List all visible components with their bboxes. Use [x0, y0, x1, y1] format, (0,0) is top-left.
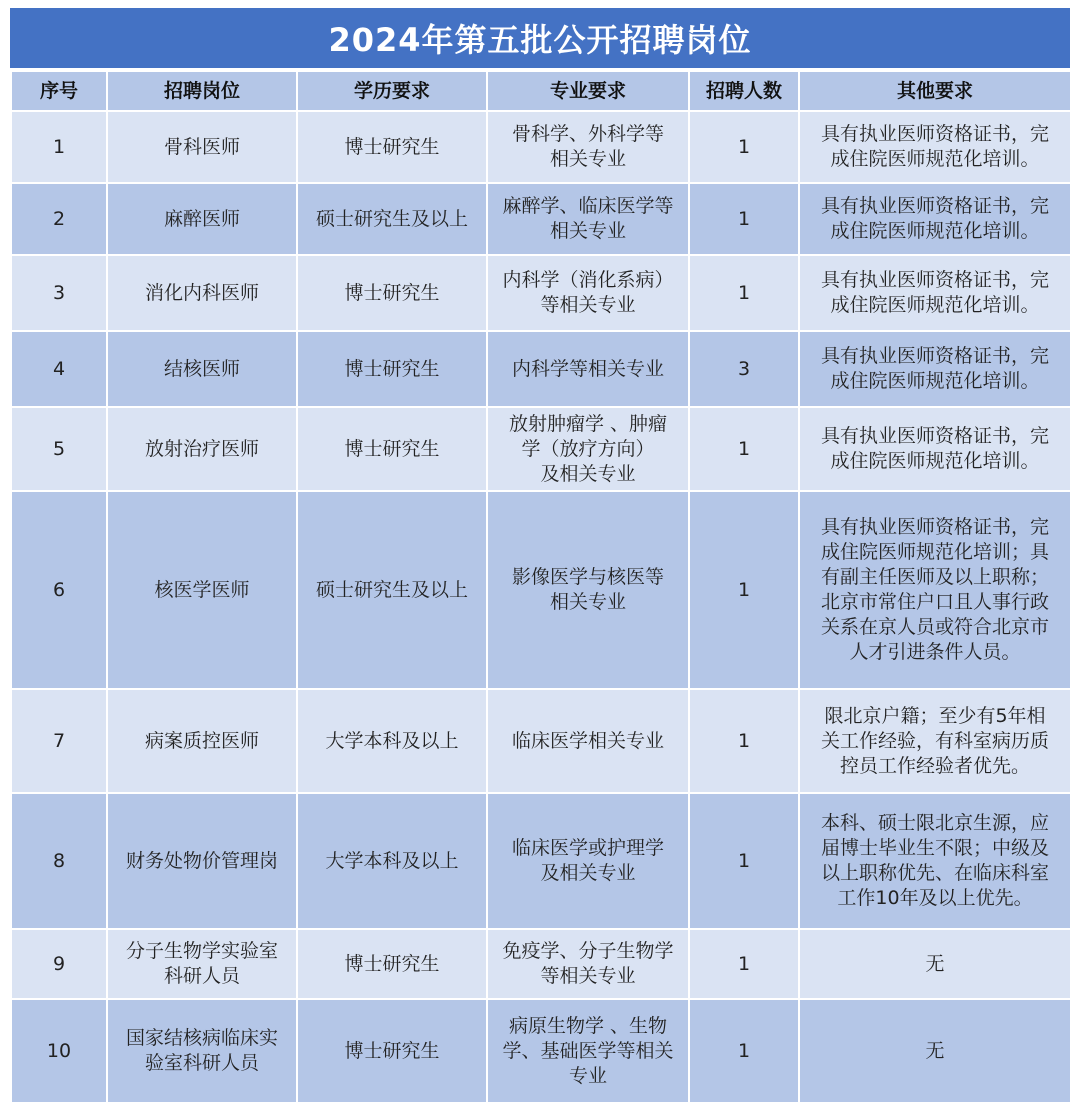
cell-no	[11, 111, 107, 183]
cell-major-line: 专业	[568, 1064, 607, 1087]
cell-education-line: 博士研究生	[344, 281, 440, 304]
cell-education	[297, 407, 487, 491]
cell-major-line: 相关专业	[549, 148, 626, 170]
table-row	[11, 111, 1071, 183]
cell-no	[11, 929, 107, 999]
cell-count-line: 1	[737, 135, 751, 158]
header-no: 序号	[11, 71, 107, 111]
cell-no	[11, 331, 107, 407]
cell-other-line: 成住院医师规范化培训。	[830, 148, 1040, 170]
cell-other	[799, 793, 1071, 929]
cell-education-line: 博士研究生	[344, 437, 440, 460]
table-row	[11, 793, 1071, 929]
cell-position	[107, 999, 297, 1103]
cell-major-line: 临床医学或护理学	[511, 837, 664, 859]
header-position: 招聘岗位	[107, 71, 297, 111]
cell-count	[689, 929, 799, 999]
cell-education-line: 硕士研究生及以上	[315, 578, 468, 601]
cell-major-line: 病原生物学 、生物	[508, 1014, 668, 1037]
cell-other-line: 无	[925, 1039, 945, 1062]
cell-education	[297, 255, 487, 331]
cell-other-line: 成住院医师规范化培训。	[830, 294, 1040, 316]
cell-no-line: 4	[52, 357, 66, 380]
cell-position-line: 国家结核病临床实	[125, 1027, 278, 1049]
cell-major	[487, 331, 689, 407]
cell-count	[689, 331, 799, 407]
cell-major-line: 及相关专业	[540, 862, 636, 884]
cell-count-line: 1	[737, 729, 751, 752]
cell-other-line: 关系在京人员或符合北京市	[820, 616, 1049, 638]
cell-education-line: 博士研究生	[344, 357, 440, 380]
cell-position-line: 病案质控医师	[144, 729, 259, 752]
cell-position	[107, 491, 297, 689]
cell-no	[11, 407, 107, 491]
cell-major-line: 放射肿瘤学 、肿瘤	[508, 412, 668, 435]
cell-position	[107, 929, 297, 999]
cell-other	[799, 183, 1071, 255]
cell-other-line: 有副主任医师及以上职称；	[820, 566, 1049, 588]
cell-education	[297, 999, 487, 1103]
cell-other-line: 关工作经验，有科室病历质	[820, 729, 1049, 752]
cell-position-line: 麻醉医师	[163, 207, 240, 230]
cell-major	[487, 793, 689, 929]
cell-count	[689, 793, 799, 929]
cell-education	[297, 929, 487, 999]
cell-count-line: 3	[737, 357, 751, 380]
cell-other	[799, 255, 1071, 331]
cell-other	[799, 689, 1071, 793]
cell-position-line: 科研人员	[163, 965, 240, 987]
cell-other-line: 成住院医师规范化培训；具	[820, 541, 1049, 563]
cell-other	[799, 331, 1071, 407]
cell-major-line: 学（放疗方向）	[521, 437, 655, 460]
cell-education-line: 博士研究生	[344, 1039, 440, 1062]
cell-other-line: 具有执业医师资格证书，完	[820, 269, 1049, 291]
cell-count	[689, 999, 799, 1103]
cell-major	[487, 689, 689, 793]
cell-education	[297, 183, 487, 255]
cell-no-line: 10	[46, 1039, 72, 1062]
cell-count	[689, 689, 799, 793]
cell-other-line: 届博士毕业生不限；中级及	[820, 837, 1049, 859]
table-row	[11, 331, 1071, 407]
cell-position-line: 骨科医师	[163, 135, 240, 158]
recruitment-table-container	[10, 8, 1070, 1104]
cell-count-line: 1	[737, 849, 751, 872]
cell-other-line: 工作10年及以上优先。	[837, 887, 1033, 909]
cell-major	[487, 999, 689, 1103]
cell-other-line: 无	[925, 952, 945, 975]
cell-no-line: 7	[52, 729, 66, 752]
cell-major	[487, 111, 689, 183]
header-major: 专业要求	[487, 71, 689, 111]
cell-education	[297, 689, 487, 793]
header-row	[11, 71, 1071, 111]
cell-other-line: 人才引进条件人员。	[849, 641, 1021, 663]
header-other: 其他要求	[799, 71, 1071, 111]
cell-position-line: 验室科研人员	[144, 1052, 259, 1074]
cell-position	[107, 183, 297, 255]
cell-major-line: 等相关专业	[540, 965, 636, 987]
table-body	[11, 111, 1071, 1103]
cell-major	[487, 183, 689, 255]
cell-no-line: 8	[52, 849, 66, 872]
cell-count-line: 1	[737, 281, 751, 304]
cell-position-line: 核医学医师	[154, 578, 250, 601]
cell-position	[107, 407, 297, 491]
cell-other	[799, 491, 1071, 689]
cell-count-line: 1	[737, 578, 751, 601]
table-row	[11, 999, 1071, 1103]
cell-other-line: 限北京户籍；至少有5年相	[824, 704, 1046, 727]
cell-major-line: 及相关专业	[540, 462, 636, 485]
cell-no	[11, 689, 107, 793]
cell-other-line: 控员工作经验者优先。	[839, 754, 1030, 777]
recruitment-table	[10, 70, 1072, 1104]
cell-no	[11, 999, 107, 1103]
cell-no-line: 3	[52, 281, 66, 304]
cell-major	[487, 407, 689, 491]
cell-position	[107, 689, 297, 793]
cell-major-line: 内科学（消化系病）	[502, 269, 674, 291]
cell-other	[799, 999, 1071, 1103]
cell-position	[107, 793, 297, 929]
cell-position-line: 结核医师	[163, 357, 240, 380]
cell-count-line: 1	[737, 207, 751, 230]
cell-other-line: 以上职称优先、在临床科室	[820, 862, 1049, 884]
cell-other-line: 成住院医师规范化培训。	[830, 370, 1040, 392]
table-row	[11, 255, 1071, 331]
cell-other-line: 具有执业医师资格证书，完	[820, 345, 1049, 367]
table-row	[11, 407, 1071, 491]
cell-position	[107, 255, 297, 331]
cell-count	[689, 491, 799, 689]
cell-education	[297, 111, 487, 183]
cell-education-line: 博士研究生	[344, 135, 440, 158]
cell-count	[689, 255, 799, 331]
cell-no-line: 9	[52, 952, 66, 975]
cell-other-line: 成住院医师规范化培训。	[830, 450, 1040, 472]
cell-count-line: 1	[737, 952, 751, 975]
table-row	[11, 491, 1071, 689]
cell-other	[799, 929, 1071, 999]
cell-position-line: 消化内科医师	[144, 281, 259, 304]
cell-major-line: 学、基础医学等相关	[502, 1039, 674, 1062]
cell-education-line: 大学本科及以上	[325, 729, 459, 752]
cell-count-line: 1	[737, 1039, 751, 1062]
cell-count	[689, 407, 799, 491]
cell-major	[487, 491, 689, 689]
cell-education	[297, 793, 487, 929]
cell-position	[107, 331, 297, 407]
cell-other	[799, 407, 1071, 491]
cell-other-line: 成住院医师规范化培训。	[830, 220, 1040, 242]
table-row	[11, 183, 1071, 255]
cell-major-line: 临床医学相关专业	[511, 729, 664, 752]
header-education: 学历要求	[297, 71, 487, 111]
cell-other-line: 具有执业医师资格证书，完	[820, 123, 1049, 145]
cell-major-line: 内科学等相关专业	[511, 357, 664, 380]
table-row	[11, 689, 1071, 793]
cell-no	[11, 793, 107, 929]
cell-other-line: 具有执业医师资格证书，完	[820, 195, 1049, 217]
table-title: 2024年第五批公开招聘岗位	[10, 8, 1070, 70]
cell-major-line: 等相关专业	[540, 294, 636, 316]
cell-position-line: 放射治疗医师	[144, 437, 259, 460]
cell-no-line: 2	[52, 207, 66, 230]
cell-other-line: 具有执业医师资格证书，完	[820, 516, 1049, 538]
cell-major-line: 免疫学、分子生物学	[502, 940, 674, 962]
cell-education-line: 大学本科及以上	[325, 849, 459, 872]
cell-other-line: 本科、硕士限北京生源，应	[820, 812, 1049, 834]
cell-no	[11, 255, 107, 331]
cell-other-line: 北京市常住户口且人事行政	[820, 591, 1049, 613]
cell-count	[689, 183, 799, 255]
cell-count-line: 1	[737, 437, 751, 460]
table-row	[11, 929, 1071, 999]
cell-no-line: 6	[52, 578, 66, 601]
cell-major-line: 相关专业	[549, 220, 626, 242]
cell-position-line: 分子生物学实验室	[125, 940, 278, 962]
cell-education-line: 博士研究生	[344, 952, 440, 975]
cell-no	[11, 491, 107, 689]
cell-major	[487, 929, 689, 999]
cell-major-line: 影像医学与核医等	[511, 566, 664, 588]
cell-education-line: 硕士研究生及以上	[315, 207, 468, 230]
cell-no-line: 5	[52, 437, 66, 460]
cell-other-line: 具有执业医师资格证书，完	[820, 425, 1049, 447]
cell-count	[689, 111, 799, 183]
cell-education	[297, 331, 487, 407]
cell-position	[107, 111, 297, 183]
cell-no-line: 1	[52, 135, 66, 158]
cell-major-line: 骨科学、外科学等	[511, 123, 664, 145]
cell-other	[799, 111, 1071, 183]
cell-major-line: 麻醉学、临床医学等	[502, 195, 674, 217]
cell-position-line: 财务处物价管理岗	[125, 849, 278, 872]
cell-major-line: 相关专业	[549, 591, 626, 613]
cell-major	[487, 255, 689, 331]
header-count: 招聘人数	[689, 71, 799, 111]
cell-education	[297, 491, 487, 689]
cell-no	[11, 183, 107, 255]
